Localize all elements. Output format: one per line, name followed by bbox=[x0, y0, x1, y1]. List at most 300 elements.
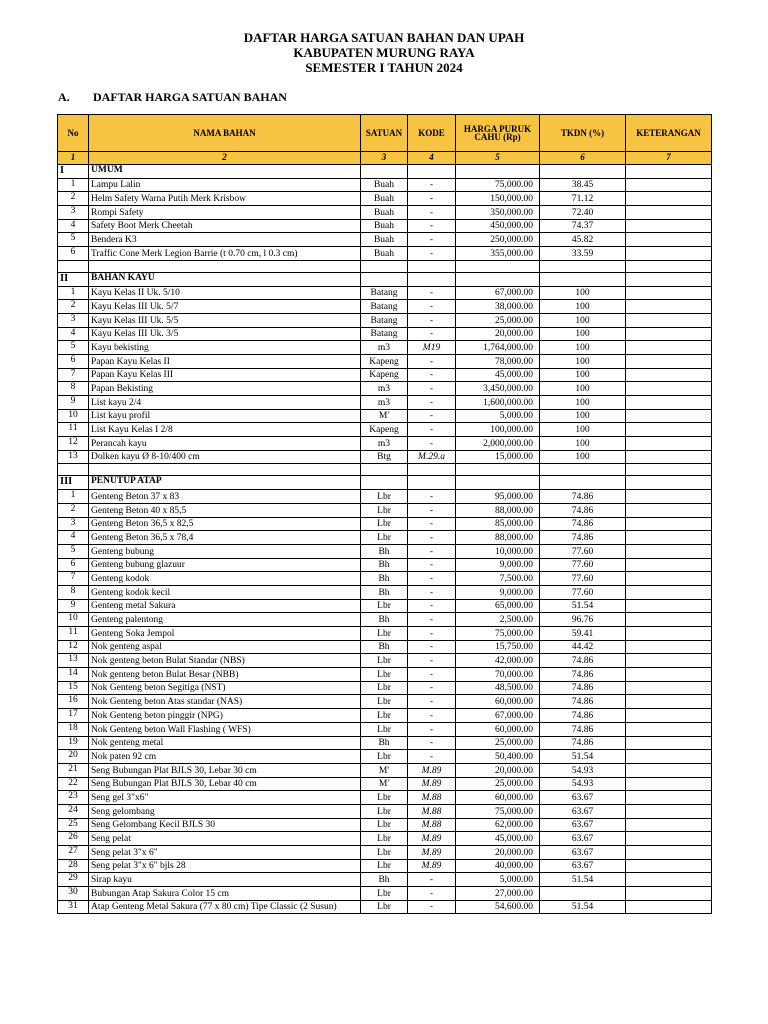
tkdn-value: 100 bbox=[540, 300, 626, 314]
row-number: 21 bbox=[58, 763, 89, 777]
code: - bbox=[408, 233, 456, 247]
row-number: 10 bbox=[58, 409, 89, 423]
price: 42,000.00 bbox=[456, 654, 540, 668]
code: - bbox=[408, 900, 456, 914]
code: M.88 bbox=[408, 791, 456, 805]
row-number: 18 bbox=[58, 722, 89, 736]
unit: Lbr bbox=[361, 517, 408, 531]
code: M19 bbox=[408, 341, 456, 355]
tkdn-value: 100 bbox=[540, 327, 626, 341]
material-name: Nok Genteng beton pinggir (NPG) bbox=[89, 709, 361, 723]
remarks bbox=[626, 846, 712, 860]
empty-cell bbox=[361, 165, 408, 179]
table-row bbox=[58, 409, 712, 423]
material-name: Genteng kodok kecil bbox=[89, 585, 361, 599]
row-number: 5 bbox=[58, 544, 89, 558]
col-header-keterangan: KETERANGAN bbox=[626, 115, 712, 152]
empty-cell bbox=[89, 464, 361, 476]
empty-cell bbox=[456, 272, 540, 286]
tkdn-value: 63.67 bbox=[540, 846, 626, 860]
row-number: 11 bbox=[58, 627, 89, 641]
remarks bbox=[626, 668, 712, 682]
table-row bbox=[58, 873, 712, 887]
material-name: Nok genteng beton Bulat Standar (NBS) bbox=[89, 654, 361, 668]
price: 70,000.00 bbox=[456, 668, 540, 682]
table-row bbox=[58, 599, 712, 613]
table-row bbox=[58, 382, 712, 396]
empty-cell bbox=[540, 165, 626, 179]
tkdn-value: 51.54 bbox=[540, 750, 626, 764]
remarks bbox=[626, 219, 712, 233]
unit: Bh bbox=[361, 558, 408, 572]
unit: Bh bbox=[361, 572, 408, 586]
material-name: Seng Bubungan Plat BJLS 30, Lebar 30 cm bbox=[89, 763, 361, 777]
tkdn-value: 74.86 bbox=[540, 531, 626, 545]
material-name: Sirap kayu bbox=[89, 873, 361, 887]
material-name: Nok Genteng beton Wall Flashing ( WFS) bbox=[89, 722, 361, 736]
code: M.29.a bbox=[408, 450, 456, 464]
spacer-row bbox=[58, 464, 712, 476]
price: 45,000.00 bbox=[456, 832, 540, 846]
unit: Bh bbox=[361, 873, 408, 887]
empty-cell bbox=[89, 260, 361, 272]
table-row bbox=[58, 777, 712, 791]
table-row bbox=[58, 219, 712, 233]
unit: Bh bbox=[361, 736, 408, 750]
tkdn-value: 100 bbox=[540, 409, 626, 423]
table-row bbox=[58, 804, 712, 818]
row-number: 10 bbox=[58, 613, 89, 627]
code: M.89 bbox=[408, 763, 456, 777]
remarks bbox=[626, 558, 712, 572]
remarks bbox=[626, 777, 712, 791]
material-name: Traffic Cone Merk Legion Barrie (t 0.70 cm, l 0.3 cm) bbox=[89, 247, 361, 261]
row-number: 9 bbox=[58, 599, 89, 613]
price: 25,000.00 bbox=[456, 736, 540, 750]
remarks bbox=[626, 887, 712, 901]
code: - bbox=[408, 219, 456, 233]
price: 62,000.00 bbox=[456, 818, 540, 832]
remarks bbox=[626, 818, 712, 832]
price: 150,000.00 bbox=[456, 192, 540, 206]
table-row bbox=[58, 832, 712, 846]
group-header-row bbox=[58, 476, 712, 490]
material-name: Genteng bubung glazuur bbox=[89, 558, 361, 572]
code: - bbox=[408, 627, 456, 641]
unit: Kapeng bbox=[361, 354, 408, 368]
code: - bbox=[408, 736, 456, 750]
code: - bbox=[408, 327, 456, 341]
tkdn-value: 63.67 bbox=[540, 804, 626, 818]
material-name: Rompi Safety bbox=[89, 206, 361, 220]
remarks bbox=[626, 791, 712, 805]
price: 25,000.00 bbox=[456, 777, 540, 791]
unit: Bh bbox=[361, 585, 408, 599]
price: 85,000.00 bbox=[456, 517, 540, 531]
price: 15,750.00 bbox=[456, 640, 540, 654]
remarks bbox=[626, 327, 712, 341]
table-row bbox=[58, 503, 712, 517]
code: - bbox=[408, 286, 456, 300]
row-number: 30 bbox=[58, 887, 89, 901]
remarks bbox=[626, 859, 712, 873]
row-number: 20 bbox=[58, 750, 89, 764]
material-name: Genteng bubung bbox=[89, 544, 361, 558]
material-name: Nok paten 92 cm bbox=[89, 750, 361, 764]
table-row bbox=[58, 206, 712, 220]
row-number: 8 bbox=[58, 585, 89, 599]
row-number: 17 bbox=[58, 709, 89, 723]
empty-cell bbox=[456, 476, 540, 490]
table-row bbox=[58, 736, 712, 750]
material-name: List kayu profil bbox=[89, 409, 361, 423]
table-row bbox=[58, 192, 712, 206]
remarks bbox=[626, 804, 712, 818]
section-number: A. bbox=[58, 90, 70, 104]
price: 3,450,000.00 bbox=[456, 382, 540, 396]
material-name: Genteng metal Sakura bbox=[89, 599, 361, 613]
table-row bbox=[58, 900, 712, 914]
code: - bbox=[408, 490, 456, 504]
row-number: 8 bbox=[58, 382, 89, 396]
row-number: 29 bbox=[58, 873, 89, 887]
group-name: BAHAN KAYU bbox=[89, 272, 361, 286]
table-row bbox=[58, 437, 712, 451]
tkdn-value: 100 bbox=[540, 286, 626, 300]
material-name: Helm Safety Warna Putih Merk Krisbow bbox=[89, 192, 361, 206]
row-number: 25 bbox=[58, 818, 89, 832]
row-number: 15 bbox=[58, 681, 89, 695]
code: - bbox=[408, 247, 456, 261]
empty-cell bbox=[361, 260, 408, 272]
empty-cell bbox=[626, 476, 712, 490]
table-header-row bbox=[58, 115, 712, 152]
unit: m3 bbox=[361, 382, 408, 396]
material-name: Seng pelat 3"x 6" bbox=[89, 846, 361, 860]
price: 60,000.00 bbox=[456, 722, 540, 736]
tkdn-value: 74.86 bbox=[540, 503, 626, 517]
row-number: 2 bbox=[58, 503, 89, 517]
unit: Lbr bbox=[361, 832, 408, 846]
tkdn-value: 51.54 bbox=[540, 599, 626, 613]
remarks bbox=[626, 233, 712, 247]
row-number: 13 bbox=[58, 654, 89, 668]
code: - bbox=[408, 668, 456, 682]
unit: Lbr bbox=[361, 695, 408, 709]
spacer-row bbox=[58, 260, 712, 272]
price: 75,000.00 bbox=[456, 178, 540, 192]
price: 67,000.00 bbox=[456, 709, 540, 723]
material-name: Nok Genteng beton Atas standar (NAS) bbox=[89, 695, 361, 709]
tkdn-value: 100 bbox=[540, 437, 626, 451]
empty-cell bbox=[626, 464, 712, 476]
col-index: 4 bbox=[408, 152, 456, 165]
table-row bbox=[58, 233, 712, 247]
table-row bbox=[58, 517, 712, 531]
material-name: Seng pelat 3"x 6" bjls 28 bbox=[89, 859, 361, 873]
price: 5,000.00 bbox=[456, 409, 540, 423]
tkdn-value: 63.67 bbox=[540, 791, 626, 805]
col-header-kode: KODE bbox=[408, 115, 456, 152]
unit: Lbr bbox=[361, 681, 408, 695]
price: 7,500.00 bbox=[456, 572, 540, 586]
tkdn-value: 74.86 bbox=[540, 490, 626, 504]
tkdn-value: 51.54 bbox=[540, 873, 626, 887]
tkdn-value: 63.67 bbox=[540, 859, 626, 873]
table-row bbox=[58, 887, 712, 901]
remarks bbox=[626, 382, 712, 396]
tkdn-value: 77.60 bbox=[540, 558, 626, 572]
price: 9,000.00 bbox=[456, 558, 540, 572]
section-heading bbox=[58, 90, 287, 105]
code: - bbox=[408, 887, 456, 901]
price: 25,000.00 bbox=[456, 313, 540, 327]
material-name: Nok genteng beton Bulat Besar (NBB) bbox=[89, 668, 361, 682]
table-row bbox=[58, 450, 712, 464]
row-number: 3 bbox=[58, 517, 89, 531]
remarks bbox=[626, 695, 712, 709]
code: - bbox=[408, 585, 456, 599]
tkdn-value: 44.42 bbox=[540, 640, 626, 654]
col-index: 6 bbox=[540, 152, 626, 165]
code: - bbox=[408, 531, 456, 545]
tkdn-value: 77.60 bbox=[540, 544, 626, 558]
tkdn-value: 74.86 bbox=[540, 517, 626, 531]
code: M.88 bbox=[408, 804, 456, 818]
remarks bbox=[626, 396, 712, 410]
empty-cell bbox=[456, 464, 540, 476]
row-number: 6 bbox=[58, 558, 89, 572]
code: M.89 bbox=[408, 846, 456, 860]
unit: Lbr bbox=[361, 900, 408, 914]
unit: Buah bbox=[361, 206, 408, 220]
tkdn-value: 74.86 bbox=[540, 695, 626, 709]
tkdn-value: 54.93 bbox=[540, 763, 626, 777]
unit: m3 bbox=[361, 396, 408, 410]
remarks bbox=[626, 517, 712, 531]
row-number: 12 bbox=[58, 640, 89, 654]
unit: Lbr bbox=[361, 503, 408, 517]
tkdn-value: 63.67 bbox=[540, 832, 626, 846]
row-number: 7 bbox=[58, 572, 89, 586]
price: 2,000,000.00 bbox=[456, 437, 540, 451]
table-row bbox=[58, 327, 712, 341]
row-number: 14 bbox=[58, 668, 89, 682]
row-number: 19 bbox=[58, 736, 89, 750]
price: 250,000.00 bbox=[456, 233, 540, 247]
empty-cell bbox=[361, 476, 408, 490]
table-row bbox=[58, 178, 712, 192]
row-number: 3 bbox=[58, 206, 89, 220]
code: - bbox=[408, 313, 456, 327]
unit: Lbr bbox=[361, 668, 408, 682]
remarks bbox=[626, 613, 712, 627]
material-name: Kayu Kelas III Uk. 3/5 bbox=[89, 327, 361, 341]
remarks bbox=[626, 409, 712, 423]
unit: Batang bbox=[361, 327, 408, 341]
table-row bbox=[58, 763, 712, 777]
price: 10,000.00 bbox=[456, 544, 540, 558]
row-number: 1 bbox=[58, 178, 89, 192]
document-title: DAFTAR HARGA SATUAN BAHAN DAN UPAH bbox=[243, 30, 525, 45]
row-number: 4 bbox=[58, 531, 89, 545]
group-header-row bbox=[58, 272, 712, 286]
row-number: 5 bbox=[58, 341, 89, 355]
tkdn-value: 100 bbox=[540, 423, 626, 437]
unit: Lbr bbox=[361, 750, 408, 764]
price: 5,000.00 bbox=[456, 873, 540, 887]
tkdn-value: 38.45 bbox=[540, 178, 626, 192]
price: 78,000.00 bbox=[456, 354, 540, 368]
remarks bbox=[626, 722, 712, 736]
price: 100,000.00 bbox=[456, 423, 540, 437]
code: - bbox=[408, 437, 456, 451]
table-row bbox=[58, 423, 712, 437]
code: - bbox=[408, 368, 456, 382]
code: - bbox=[408, 681, 456, 695]
code: - bbox=[408, 599, 456, 613]
remarks bbox=[626, 681, 712, 695]
empty-cell bbox=[408, 464, 456, 476]
tkdn-value: 100 bbox=[540, 450, 626, 464]
material-name: Papan Bekisting bbox=[89, 382, 361, 396]
remarks bbox=[626, 873, 712, 887]
row-number: 1 bbox=[58, 286, 89, 300]
table-row bbox=[58, 490, 712, 504]
material-name: Bubungan Atap Sakura Color 15 cm bbox=[89, 887, 361, 901]
empty-cell bbox=[408, 165, 456, 179]
material-name: Kayu Kelas III Uk. 5/5 bbox=[89, 313, 361, 327]
remarks bbox=[626, 763, 712, 777]
unit: Bh bbox=[361, 544, 408, 558]
col-index: 3 bbox=[361, 152, 408, 165]
tkdn-value: 77.60 bbox=[540, 572, 626, 586]
col-index: 2 bbox=[89, 152, 361, 165]
tkdn-value: 72.40 bbox=[540, 206, 626, 220]
code: - bbox=[408, 423, 456, 437]
remarks bbox=[626, 599, 712, 613]
unit: Buah bbox=[361, 192, 408, 206]
group-number: I bbox=[58, 165, 89, 179]
remarks bbox=[626, 341, 712, 355]
remarks bbox=[626, 750, 712, 764]
empty-cell bbox=[361, 272, 408, 286]
price: 38,000.00 bbox=[456, 300, 540, 314]
price: 355,000.00 bbox=[456, 247, 540, 261]
remarks bbox=[626, 531, 712, 545]
group-name: UMUM bbox=[89, 165, 361, 179]
price: 20,000.00 bbox=[456, 327, 540, 341]
table-row bbox=[58, 572, 712, 586]
code: M.89 bbox=[408, 777, 456, 791]
unit: Lbr bbox=[361, 804, 408, 818]
price: 27,000.00 bbox=[456, 887, 540, 901]
table-row bbox=[58, 300, 712, 314]
price: 54,600.00 bbox=[456, 900, 540, 914]
price: 48,500.00 bbox=[456, 681, 540, 695]
remarks bbox=[626, 247, 712, 261]
price: 75,000.00 bbox=[456, 804, 540, 818]
tkdn-value: 45.82 bbox=[540, 233, 626, 247]
code: - bbox=[408, 572, 456, 586]
remarks bbox=[626, 832, 712, 846]
empty-cell bbox=[58, 260, 89, 272]
tkdn-value bbox=[540, 887, 626, 901]
price: 20,000.00 bbox=[456, 846, 540, 860]
row-number: 4 bbox=[58, 327, 89, 341]
row-number: 26 bbox=[58, 832, 89, 846]
table-index-row bbox=[58, 152, 712, 165]
table-row bbox=[58, 313, 712, 327]
remarks bbox=[626, 354, 712, 368]
table-row bbox=[58, 750, 712, 764]
code: M.88 bbox=[408, 818, 456, 832]
remarks bbox=[626, 627, 712, 641]
price: 67,000.00 bbox=[456, 286, 540, 300]
row-number: 7 bbox=[58, 368, 89, 382]
empty-cell bbox=[540, 464, 626, 476]
code: - bbox=[408, 640, 456, 654]
table-row bbox=[58, 791, 712, 805]
tkdn-value: 74.86 bbox=[540, 709, 626, 723]
unit: Kapeng bbox=[361, 368, 408, 382]
material-name: Nok genteng aspal bbox=[89, 640, 361, 654]
price: 1,764,000.00 bbox=[456, 341, 540, 355]
remarks bbox=[626, 585, 712, 599]
tkdn-value: 100 bbox=[540, 382, 626, 396]
code: - bbox=[408, 750, 456, 764]
unit: Buah bbox=[361, 178, 408, 192]
table-row bbox=[58, 396, 712, 410]
remarks bbox=[626, 503, 712, 517]
unit: Bh bbox=[361, 613, 408, 627]
code: - bbox=[408, 300, 456, 314]
row-number: 31 bbox=[58, 900, 89, 914]
material-name: Kayu bekisting bbox=[89, 341, 361, 355]
tkdn-value: 100 bbox=[540, 396, 626, 410]
empty-cell bbox=[626, 165, 712, 179]
unit: Lbr bbox=[361, 846, 408, 860]
price: 95,000.00 bbox=[456, 490, 540, 504]
code: - bbox=[408, 517, 456, 531]
row-number: 24 bbox=[58, 804, 89, 818]
material-name: Atap Genteng Metal Sakura (77 x 80 cm) Tipe Classic (2 Susun) bbox=[89, 900, 361, 914]
code: M.89 bbox=[408, 859, 456, 873]
material-name: Genteng kodok bbox=[89, 572, 361, 586]
material-name: Genteng Beton 40 x 85,5 bbox=[89, 503, 361, 517]
row-number: 4 bbox=[58, 219, 89, 233]
unit: Lbr bbox=[361, 722, 408, 736]
remarks bbox=[626, 654, 712, 668]
unit: Buah bbox=[361, 233, 408, 247]
unit: Lbr bbox=[361, 599, 408, 613]
code: - bbox=[408, 695, 456, 709]
unit: Buah bbox=[361, 219, 408, 233]
table-row bbox=[58, 531, 712, 545]
material-name: Seng pelat bbox=[89, 832, 361, 846]
price: 88,000.00 bbox=[456, 531, 540, 545]
price: 45,000.00 bbox=[456, 368, 540, 382]
tkdn-value: 51.54 bbox=[540, 900, 626, 914]
unit: Buah bbox=[361, 247, 408, 261]
material-name: Bendera K3 bbox=[89, 233, 361, 247]
col-header-tkdn: TKDN (%) bbox=[540, 115, 626, 152]
price: 65,000.00 bbox=[456, 599, 540, 613]
tkdn-value: 59.41 bbox=[540, 627, 626, 641]
unit: Lbr bbox=[361, 709, 408, 723]
material-name: Kayu Kelas III Uk. 5/7 bbox=[89, 300, 361, 314]
material-name: Genteng Soka Jempol bbox=[89, 627, 361, 641]
